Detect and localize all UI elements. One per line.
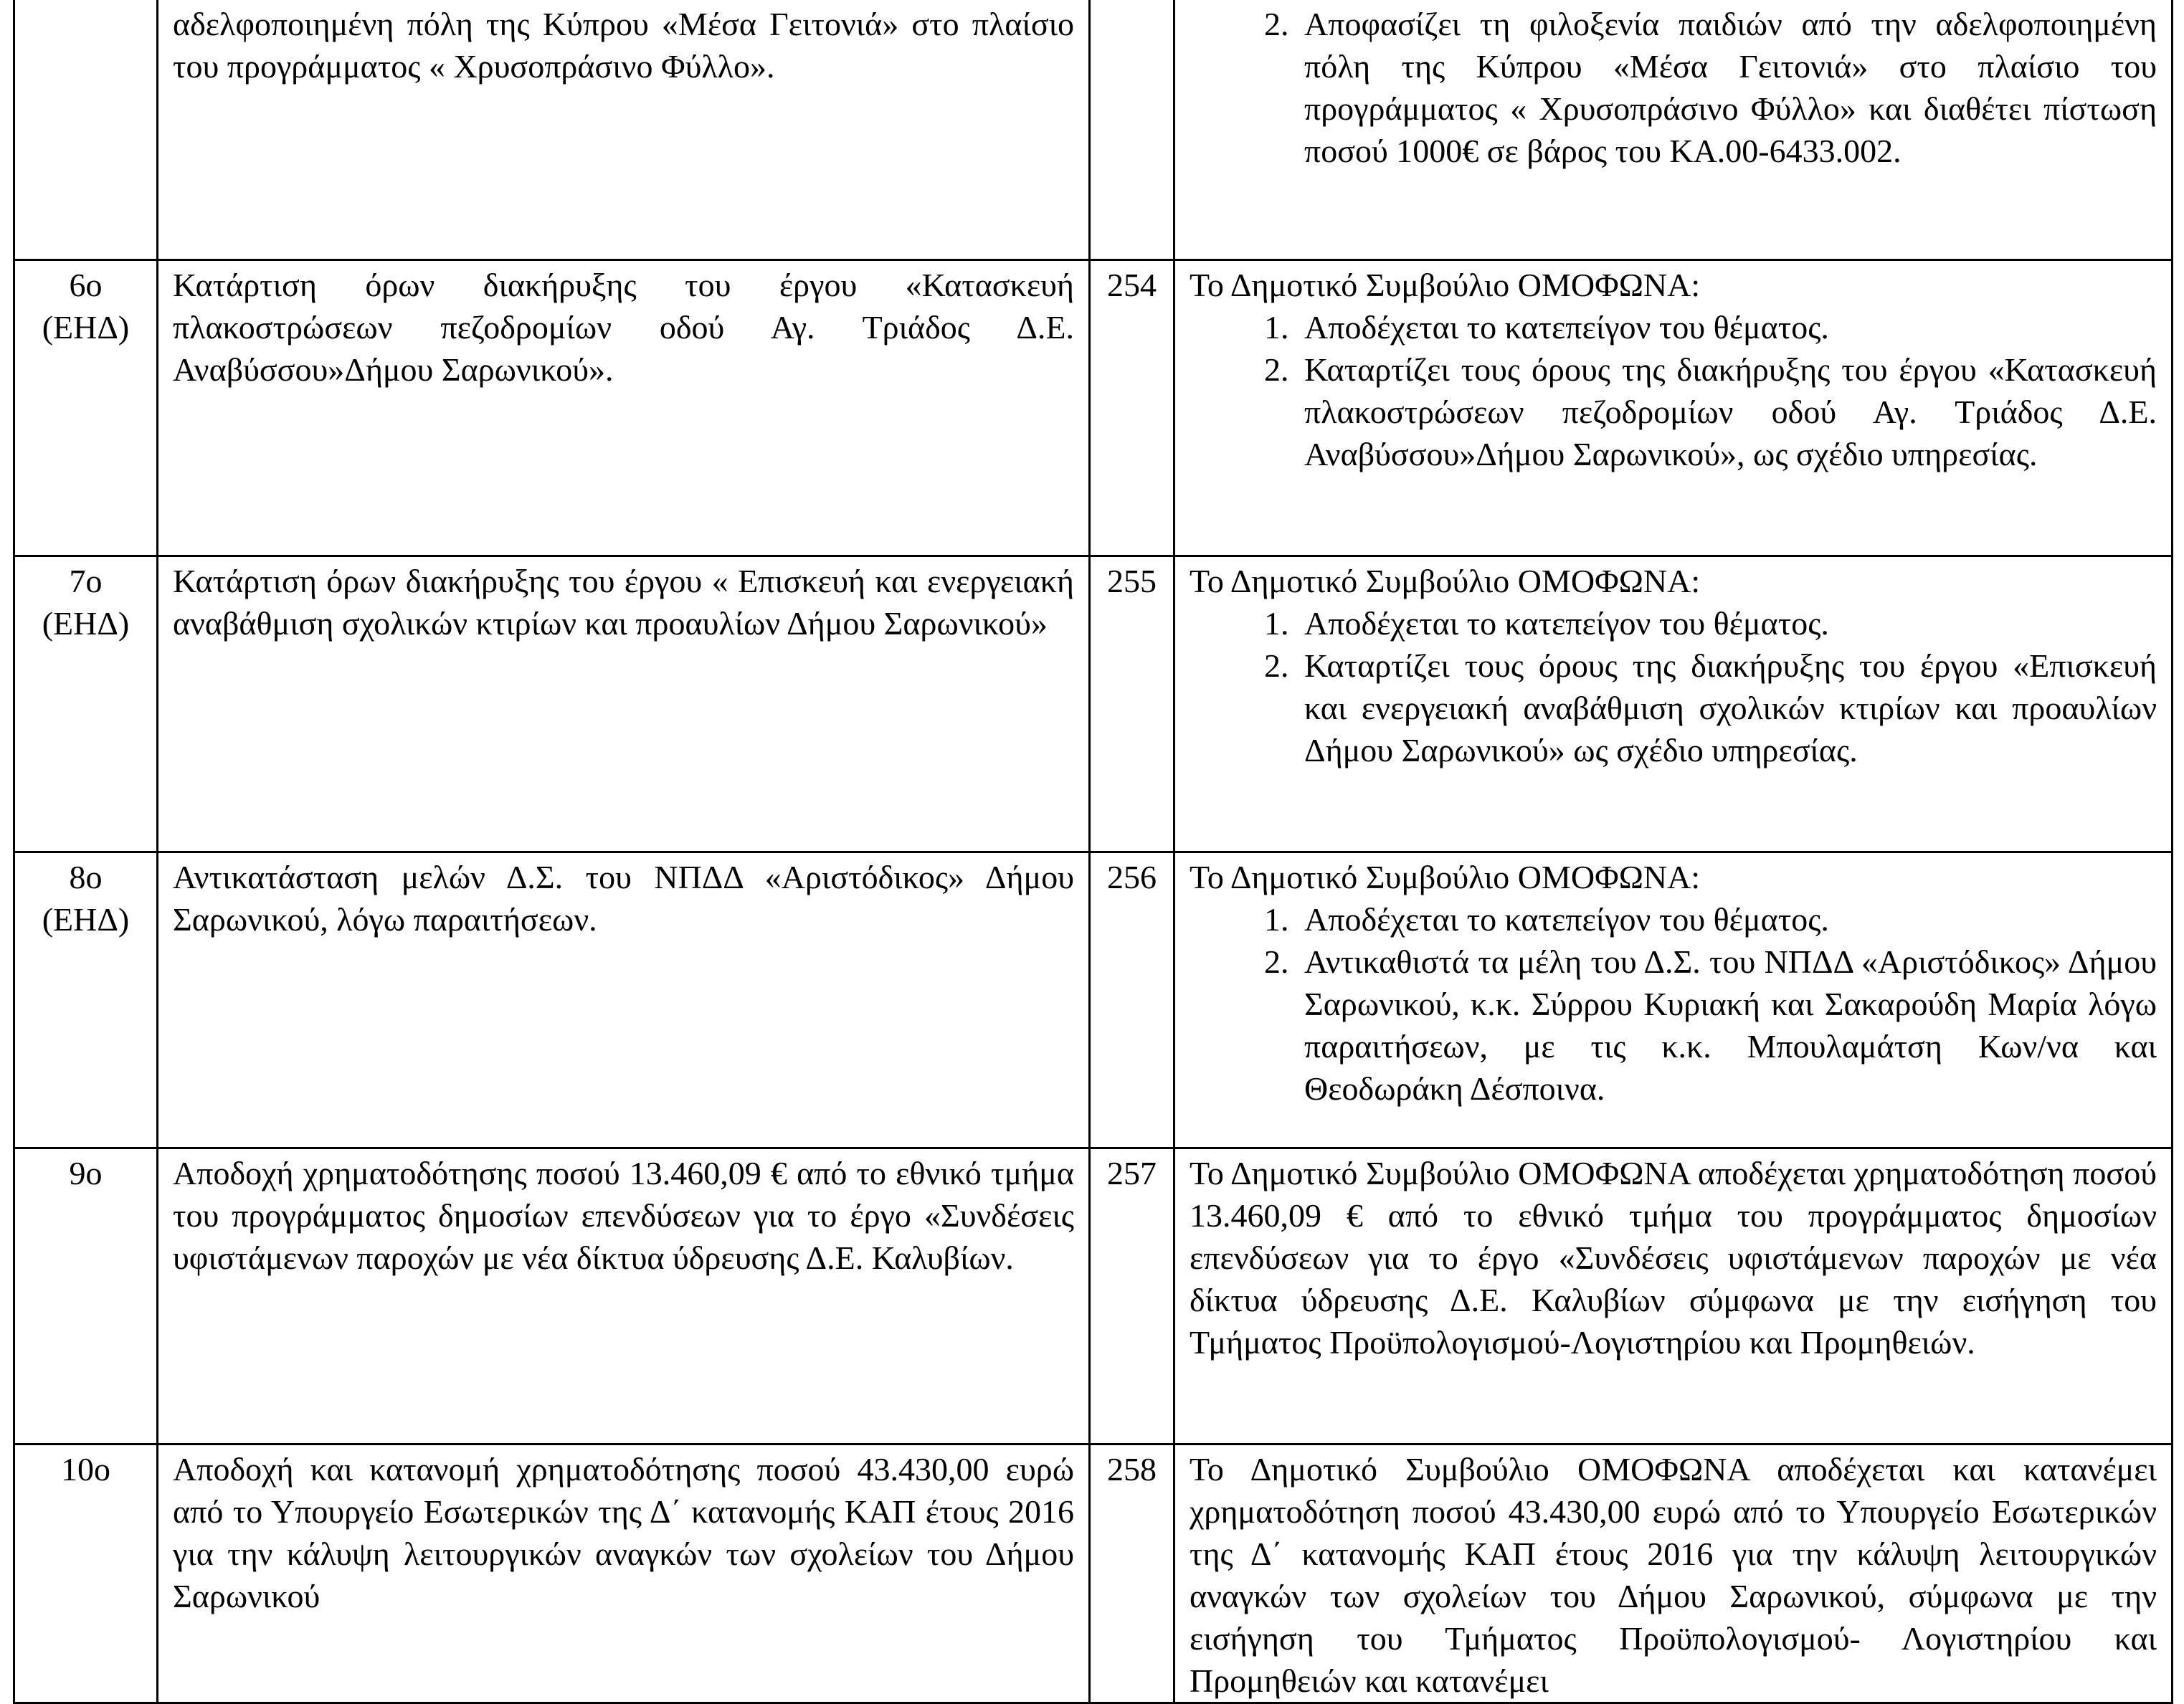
subject-cell xyxy=(158,852,1090,1148)
subject-cell xyxy=(158,0,1090,260)
decision-number-cell xyxy=(1090,556,1174,852)
subject-cell xyxy=(158,260,1090,556)
decision-number-cell xyxy=(1090,0,1174,260)
item-number-cell xyxy=(14,0,158,260)
item-number-cell xyxy=(14,1148,158,1444)
decision-list xyxy=(1190,602,2157,771)
item-number-cell xyxy=(14,556,158,852)
table-row xyxy=(14,1148,2173,1444)
subject-text: Κατάρτιση όρων διακήρυξης του έργου « Επισκευή και ενεργειακή αναβάθμιση σχολικών κτιρίων και προαυλίων Δήμου Σαρωνικού» xyxy=(173,562,1074,642)
item-number: 8ο xyxy=(69,858,103,895)
decision-cell xyxy=(1174,260,2173,556)
decision-intro: Το Δημοτικό Συμβούλιο ΟΜΟΦΩΝΑ: xyxy=(1190,266,1701,303)
decision-number: 256 xyxy=(1107,858,1157,895)
list-item: 1. Αποδέχεται το κατεπείγον του θέματος. xyxy=(1297,898,2157,941)
list-item: 1. Αποδέχεται το κατεπείγον του θέματος. xyxy=(1297,602,2157,644)
decision-list xyxy=(1190,306,2157,475)
decision-text: Το Δημοτικό Συμβούλιο ΟΜΟΦΩΝΑ αποδέχεται και κατανέμει χρηματοδότηση ποσού 43.430,00 ευρώ από το Υπουργείο Εσωτερικών της Δ΄ κατανομής ΚΑΠ έτους 2016 για την κάλυψη λειτουργικών αναγκών των σχολείων του Δήμου Σαρωνικού, σύμφωνα με την εισήγηση του Τμήματος Προϋπολογισμού- Λογιστηρίου και Προμηθειών και κατανέμει xyxy=(1190,1450,2157,1699)
decisions-table xyxy=(13,0,2173,1704)
subject-text: αδελφοποιημένη πόλη της Κύπρου «Μέσα Γειτονιά» στο πλαίσιο του προγράμματος « Χρυσοπράσινο Φύλλο». xyxy=(173,6,1074,85)
subject-text: Κατάρτιση όρων διακήρυξης του έργου «Κατασκευή πλακοστρώσεων πεζοδρομίων οδού Αγ. Τριάδος Δ.Ε. Αναβύσσου»Δήμου Σαρωνικού». xyxy=(173,266,1074,388)
list-item: 2. Αντικαθιστά τα μέλη του Δ.Σ. του ΝΠΔΔ «Αριστόδικος» Δήμου Σαρωνικού, κ.κ. Σύρρου Κυριακή και Σακαρούδη Μαρία λόγω παραιτήσεων, με τις κ.κ. Μπουλαμάτση Κων/να και Θεοδωράκη Δέσποινα. xyxy=(1297,941,2157,1110)
item-number-cell xyxy=(14,260,158,556)
decision-number: 255 xyxy=(1107,562,1157,599)
decision-cell xyxy=(1174,852,2173,1148)
item-type: (ΕΗΔ) xyxy=(42,900,130,938)
decision-cell xyxy=(1174,1444,2173,1703)
decision-list xyxy=(1190,3,2157,172)
decision-cell xyxy=(1174,0,2173,260)
decision-intro: Το Δημοτικό Συμβούλιο ΟΜΟΦΩΝΑ: xyxy=(1190,858,1701,895)
item-number: 9ο xyxy=(69,1154,103,1191)
list-item: 1. Αποδέχεται το κατεπείγον του θέματος. xyxy=(1297,306,2157,348)
decision-number-cell xyxy=(1090,1444,1174,1703)
decision-number: 258 xyxy=(1107,1450,1157,1488)
subject-text: Αποδοχή χρηματοδότησης ποσού 13.460,09 € από το εθνικό τμήμα του προγράμματος δημοσίων επενδύσεων για το έργο «Συνδέσεις υφιστάμενων παροχών με νέα δίκτυα ύδρευσης Δ.Ε. Καλυβίων. xyxy=(173,1154,1074,1276)
item-number-cell xyxy=(14,1444,158,1703)
item-number: 7ο xyxy=(69,562,103,599)
list-item: 2. Καταρτίζει τους όρους της διακήρυξης του έργου «Επισκευή και ενεργειακή αναβάθμιση σχολικών κτιρίων και προαυλίων Δήμου Σαρωνικού» ως σχέδιο υπηρεσίας. xyxy=(1297,644,2157,771)
document-page xyxy=(13,0,2171,1704)
decision-cell xyxy=(1174,1148,2173,1444)
list-item: 2. Αποφασίζει τη φιλοξενία παιδιών από την αδελφοποιημένη πόλη της Κύπρου «Μέσα Γειτονιά» στο πλαίσιο του προγράμματος « Χρυσοπράσινο Φύλλο» και διαθέτει πίστωση ποσού 1000€ σε βάρος του ΚΑ.00-6433.002. xyxy=(1297,3,2157,172)
decision-number: 257 xyxy=(1107,1154,1157,1191)
item-type: (ΕΗΔ) xyxy=(42,604,130,642)
decision-number-cell xyxy=(1090,1148,1174,1444)
item-number-cell xyxy=(14,852,158,1148)
item-type: (ΕΗΔ) xyxy=(42,308,130,346)
decision-number-cell xyxy=(1090,852,1174,1148)
subject-cell xyxy=(158,1444,1090,1703)
table-row xyxy=(14,260,2173,556)
table-row xyxy=(14,1444,2173,1703)
item-number: 10ο xyxy=(61,1450,110,1488)
subject-cell xyxy=(158,556,1090,852)
table-row xyxy=(14,0,2173,260)
table-row xyxy=(14,852,2173,1148)
decision-number-cell xyxy=(1090,260,1174,556)
item-number: 6ο xyxy=(69,266,103,303)
list-item: 2. Καταρτίζει τους όρους της διακήρυξης του έργου «Κατασκευή πλακοστρώσεων πεζοδρομίων οδού Αγ. Τριάδος Δ.Ε. Αναβύσσου»Δήμου Σαρωνικού», ως σχέδιο υπηρεσίας. xyxy=(1297,348,2157,475)
subject-text: Αντικατάσταση μελών Δ.Σ. του ΝΠΔΔ «Αριστόδικος» Δήμου Σαρωνικού, λόγω παραιτήσεων. xyxy=(173,858,1074,938)
decision-text: Το Δημοτικό Συμβούλιο ΟΜΟΦΩΝΑ αποδέχεται χρηματοδότηση ποσού 13.460,09 € από το εθνικό τμήμα του προγράμματος δημοσίων επενδύσεων για το έργο «Συνδέσεις υφιστάμενων παροχών με νέα δίκτυα ύδρευσης Δ.Ε. Καλυβίων σύμφωνα με την εισήγηση του Τμήματος Προϋπολογισμού-Λογιστηρίου και Προμηθειών. xyxy=(1190,1154,2157,1361)
subject-cell xyxy=(158,1148,1090,1444)
decision-intro: Το Δημοτικό Συμβούλιο ΟΜΟΦΩΝΑ: xyxy=(1190,562,1701,599)
table-row xyxy=(14,556,2173,852)
decision-cell xyxy=(1174,556,2173,852)
subject-text: Αποδοχή και κατανομή χρηματοδότησης ποσού 43.430,00 ευρώ από το Υπουργείο Εσωτερικών της Δ΄ κατανομής ΚΑΠ έτους 2016 για την κάλυψη λειτουργικών αναγκών των σχολείων του Δήμου Σαρωνικού xyxy=(173,1450,1074,1614)
decision-number: 254 xyxy=(1107,266,1157,303)
decision-list xyxy=(1190,898,2157,1110)
